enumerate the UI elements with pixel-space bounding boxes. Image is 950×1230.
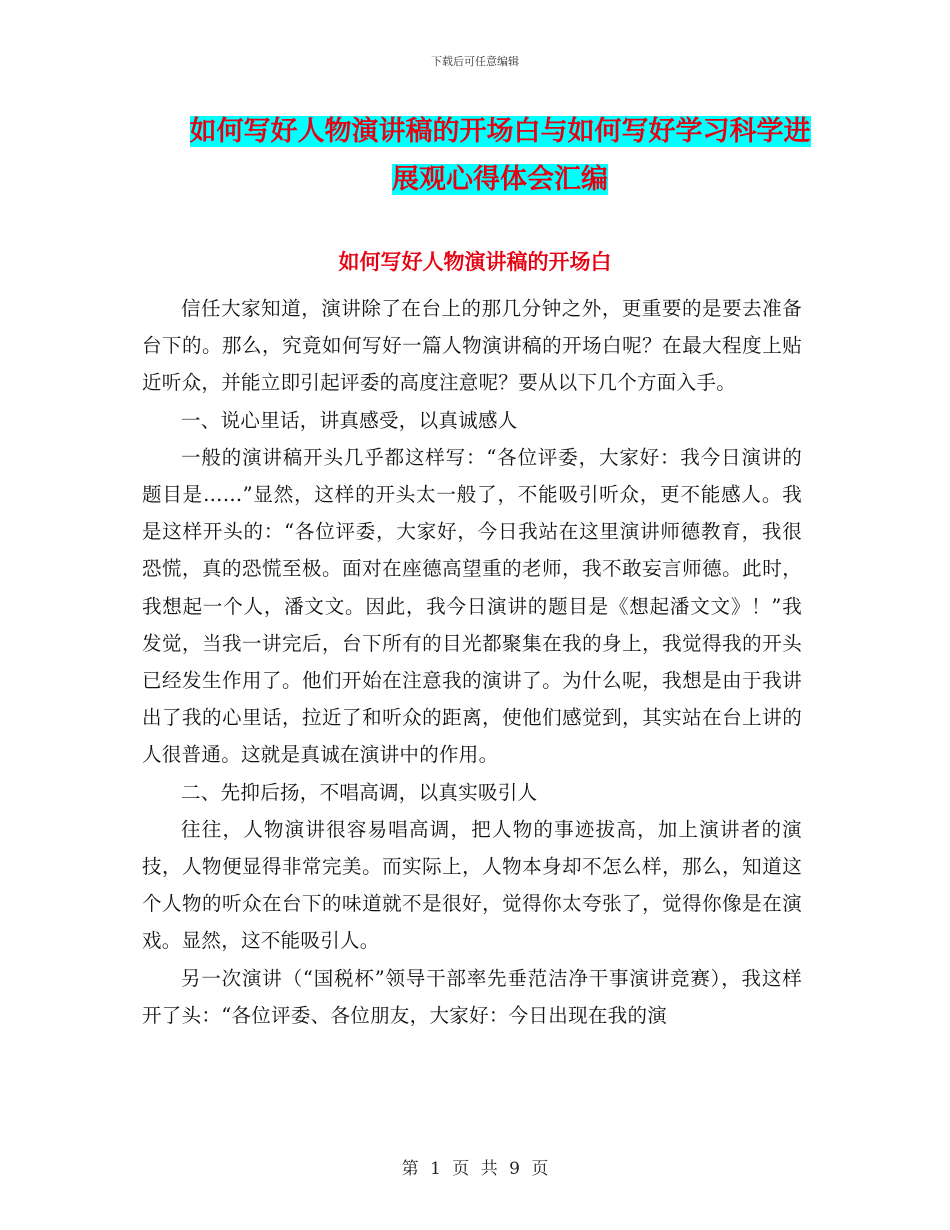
subheading: 一、说心里话，讲真感受，以真诚感人 xyxy=(181,408,518,432)
document-title-line-1: 如何写好人物演讲稿的开场白与如何写好学习科学进 xyxy=(189,116,811,147)
paragraph: 信任大家知道，演讲除了在台上的那几分钟之外，更重要的是要去准备台下的。那么，究竟如何写好一篇人物演讲稿的开场白呢？在最大程度上贴近听众，并能立即引起评委的高度注意呢？要从以下几个方面入手。 xyxy=(142,297,802,395)
document-title-line-2: 展观心得体会汇编 xyxy=(392,164,608,195)
paragraph: 一般的演讲稿开头几乎都这样写：“各位评委，大家好：我今日演讲的题目是……”显然，这样的开头太一般了，不能吸引听众，更不能感人。我是这样开头的：“各位评委，大家好，今日我站在这里演讲师德教育，我很恐慌，真的恐慌至极。面对在座德高望重的老师，我不敢妄言师德。此时，我想起一个人，潘文文。因此，我今日演讲的题目是《想起潘文文》！”我发觉，当我一讲完后，台下所有的目光都聚集在我的身上，我觉得我的开头已经发生作用了。他们开始在注意我的演讲了。为什么呢，我想是由于我讲出了我的心里话，拉近了和听众的距离，使他们感觉到，其实站在台上讲的人很普通。这就是真诚在演讲中的作用。 xyxy=(142,445,802,767)
header-note: 下载后可任意编辑 xyxy=(431,55,519,68)
document-body xyxy=(142,290,802,1034)
document-title xyxy=(150,108,850,204)
subheading: 二、先抑后扬，不唱高调，以真实吸引人 xyxy=(181,780,538,804)
section-heading: 如何写好人物演讲稿的开场白 xyxy=(338,250,612,274)
paragraph: 往往，人物演讲很容易唱高调，把人物的事迹拔高，加上演讲者的演技，人物便显得非常完美。而实际上，人物本身却不怎么样，那么，知道这个人物的听众在台下的味道就不是很好，觉得你太夸张了，觉得你像是在演戏。显然，这不能吸引人。 xyxy=(142,817,802,953)
paragraph: 另一次演讲（“国税杯”领导干部率先垂范洁净干事演讲竞赛），我这样开了头：“各位评委、各位朋友，大家好：今日出现在我的演 xyxy=(142,966,802,1027)
page-number-footer: 第 1 页 共 9 页 xyxy=(401,1159,549,1179)
